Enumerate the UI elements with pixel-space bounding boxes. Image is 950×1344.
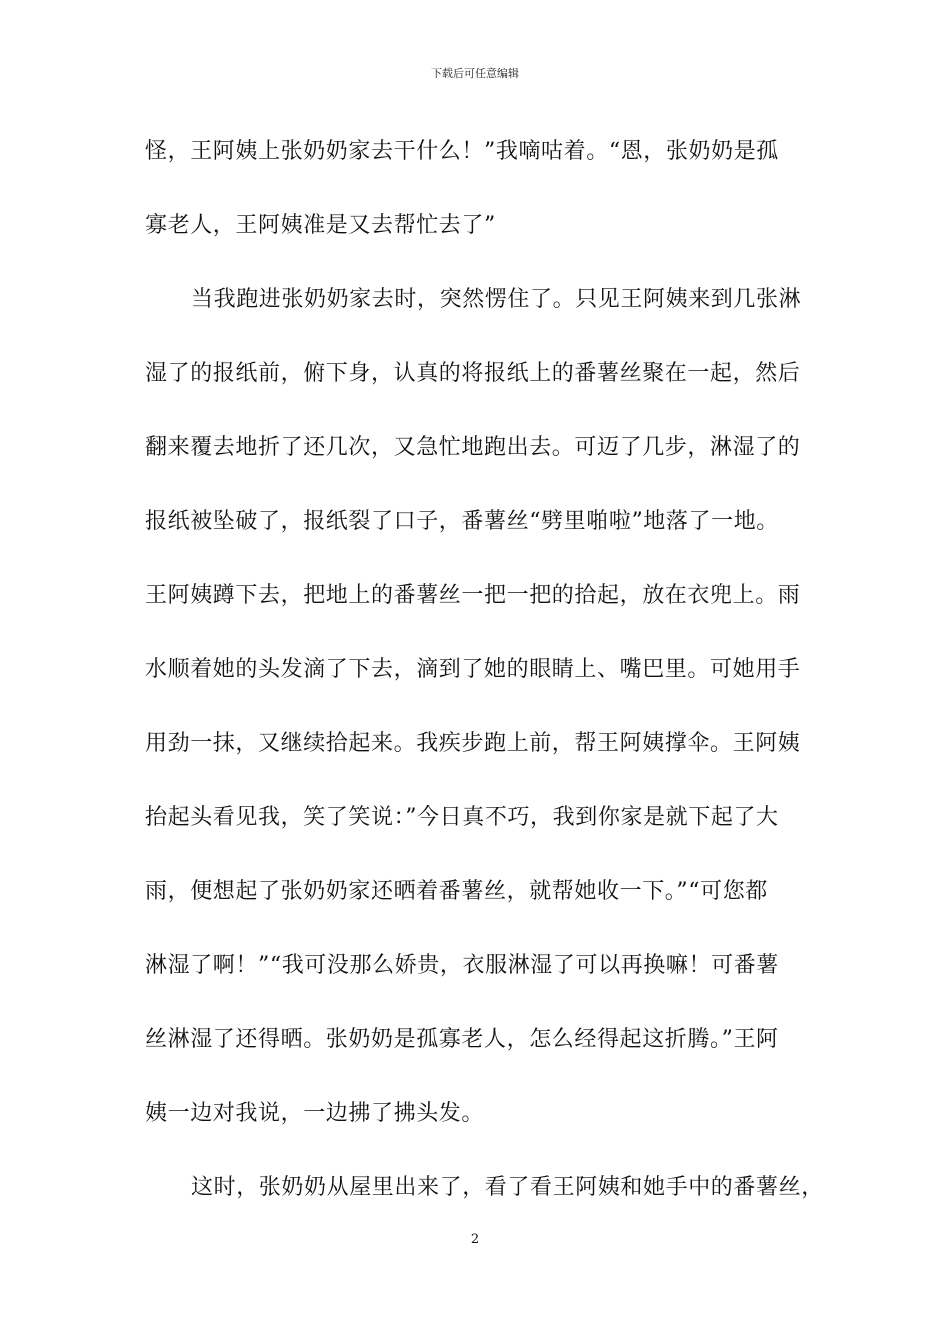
page-header: 下载后可任意编辑 [431,67,519,80]
text-line: 寡老人，王阿姨准是又去帮忙去了” [145,213,496,238]
text-line: 王阿姨蹲下去，把地上的番薯丝一把一把的拾起，放在衣兜上。雨 [145,583,801,608]
text-line: 雨，便想起了张奶奶家还晒着番薯丝，就帮她收一下。”“可您都 [145,879,768,904]
text-line: 丝淋湿了还得晒。张奶奶是孤寡老人，怎么经得起这折腾。”王阿 [145,1027,779,1052]
text-line: 湿了的报纸前，俯下身，认真的将报纸上的番薯丝聚在一起，然后 [145,361,801,386]
text-line: 报纸被坠破了，报纸裂了口子，番薯丝“劈里啪啦”地落了一地。 [145,509,779,534]
page-number: 2 [470,1232,480,1247]
text-line: 用劲一抹，又继续拾起来。我疾步跑上前，帮王阿姨撑伞。王阿姨 [145,731,801,756]
text-line: 姨一边对我说，一边拂了拂头发。 [145,1101,485,1126]
paragraph-start-line: 这时，张奶奶从屋里出来了，看了看王阿姨和她手中的番薯丝， [191,1175,824,1200]
text-line: 水顺着她的头发滴了下去，滴到了她的眼睛上、嘴巴里。可她用手 [145,657,801,682]
document-body [145,128,824,1238]
paragraph-start-line: 当我跑进张奶奶家去时，突然愣住了。只见王阿姨来到几张淋 [191,287,802,312]
text-line: 翻来覆去地折了还几次，又急忙地跑出去。可迈了几步，淋湿了的 [145,435,801,460]
text-line: 怪，王阿姨上张奶奶家去干什么！”我嘀咕着。“恩，张奶奶是孤 [145,139,779,164]
text-line: 抬起头看见我，笑了笑说：”今日真不巧，我到你家是就下起了大 [145,805,779,830]
text-line: 淋湿了啊！”“我可没那么娇贵，衣服淋湿了可以再换嘛！可番薯 [145,953,779,978]
